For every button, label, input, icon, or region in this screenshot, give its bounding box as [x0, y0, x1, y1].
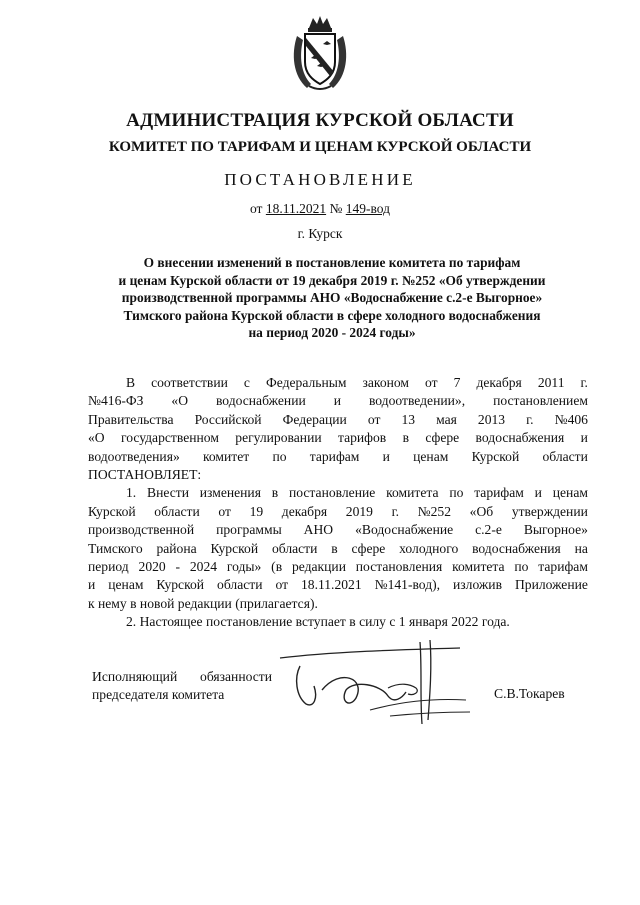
- word: «Водоснабжение: [355, 522, 454, 538]
- position-line-2: председателя комитета: [92, 687, 225, 702]
- word: 19: [249, 503, 264, 519]
- subject-line: и ценам Курской области от 19 декабря 2019 г. №252 «Об утверждении: [118, 272, 546, 288]
- word: соответствии: [151, 375, 228, 390]
- word: 13: [401, 411, 416, 427]
- word: изложив: [453, 577, 502, 593]
- city: г. Курск: [297, 226, 343, 241]
- word: №416-ФЗ: [88, 393, 144, 409]
- word: тарифам: [538, 559, 588, 575]
- word: ценам: [413, 448, 449, 464]
- word: редакции: [291, 559, 346, 575]
- word: от: [218, 503, 231, 519]
- word: Курской: [471, 448, 520, 464]
- item-1-line: [88, 576, 588, 594]
- word: комитета: [386, 485, 439, 501]
- word: Курской: [88, 503, 136, 519]
- subject-line: производственной программы АНО «Водоснабжение с.2-е Выгорное»: [121, 290, 543, 305]
- document-date: 18.11.2021: [265, 201, 327, 216]
- word: годы»: [226, 559, 262, 575]
- word: Приложение: [514, 577, 588, 593]
- word: и: [580, 430, 588, 446]
- word: (в: [271, 559, 283, 575]
- document-subject: [72, 254, 592, 342]
- word: по: [272, 448, 287, 464]
- word: и: [88, 577, 96, 593]
- word: №406: [554, 411, 588, 427]
- signatory-position: [92, 668, 272, 704]
- organization-title: АДМИНИСТРАЦИЯ КУРСКОЙ ОБЛАСТИ: [126, 110, 514, 131]
- date-prefix: от: [249, 201, 266, 216]
- word: 2019: [345, 503, 373, 519]
- word: г.: [526, 411, 534, 427]
- word: №141-вод),: [374, 577, 441, 593]
- word: 18.11.2021: [300, 577, 362, 593]
- word: 2024: [189, 559, 218, 575]
- word: водоснабжения: [472, 540, 561, 556]
- word: Исполняющий: [92, 669, 178, 684]
- word: Тимского: [88, 540, 143, 556]
- word: г.: [391, 503, 400, 519]
- word: Курской: [210, 540, 259, 556]
- word: программы: [216, 522, 282, 538]
- word: и: [382, 448, 390, 464]
- word: обязанности: [200, 669, 272, 684]
- item-1-line: к нему в новой редакции (прилагается).: [88, 595, 318, 611]
- word: регулировании: [235, 430, 322, 446]
- preamble-line: [88, 411, 588, 429]
- word: тарифов: [337, 430, 387, 446]
- word: области: [217, 577, 263, 593]
- document-type: ПОСТАНОВЛЕНИЕ: [224, 170, 416, 189]
- word: водоснабжении: [215, 393, 306, 409]
- word: 7: [453, 375, 461, 390]
- word: производственной: [88, 522, 195, 538]
- resolves-line: ПОСТАНОВЛЯЕТ:: [88, 467, 202, 483]
- word: №252: [417, 503, 452, 519]
- word: в: [331, 540, 338, 556]
- handwritten-signature: [270, 638, 480, 728]
- word: и: [534, 485, 542, 501]
- word: ценам: [552, 485, 588, 501]
- word: с.2-е: [475, 522, 502, 538]
- word: на: [574, 540, 588, 556]
- document-body: [88, 374, 588, 632]
- signatory-name: С.В.Токарев: [494, 686, 565, 701]
- word: Российской: [194, 411, 262, 427]
- word: области: [154, 503, 200, 519]
- word: сфере: [351, 540, 386, 556]
- word: холодного: [399, 540, 459, 556]
- word: ценам: [108, 577, 144, 593]
- word: государственном: [120, 430, 219, 446]
- word: 2013: [477, 411, 506, 427]
- word: декабря: [281, 503, 328, 519]
- word: с: [243, 375, 250, 390]
- word: по: [514, 559, 529, 575]
- word: Курской: [156, 577, 205, 593]
- item-1-line: [88, 558, 588, 576]
- word: в: [271, 485, 279, 501]
- word: от: [425, 375, 438, 390]
- word: от: [367, 411, 381, 427]
- word: по: [449, 485, 464, 501]
- word: тарифам: [309, 448, 360, 464]
- word: законом: [362, 375, 410, 390]
- subject-line: Тимского района Курской области в сфере холодного водоснабжения: [123, 307, 541, 323]
- word: декабря: [476, 375, 522, 390]
- preamble-line: [88, 448, 588, 466]
- subject-line: О внесении изменений в постановление комитета по тарифам: [143, 255, 521, 270]
- word: и: [333, 393, 341, 409]
- word: Выгорное»: [523, 522, 588, 538]
- subject-line: на период 2020 - 2024 годы»: [248, 325, 416, 340]
- word: района: [156, 540, 197, 556]
- word: от: [275, 577, 289, 593]
- word: постановление: [288, 485, 376, 501]
- word: в: [402, 430, 409, 446]
- word: комитета: [452, 559, 505, 575]
- item-1-line: [88, 540, 588, 558]
- preamble-line: [88, 429, 588, 447]
- word: 1.: [126, 485, 137, 501]
- word: Внести: [147, 485, 189, 501]
- word: «Об: [469, 503, 494, 519]
- word: постановления: [355, 559, 443, 575]
- word: постановлением: [493, 393, 588, 409]
- word: г.: [580, 375, 588, 390]
- word: 2020: [138, 559, 166, 575]
- word: водоотведения»: [88, 448, 180, 464]
- word: тарифам: [474, 485, 524, 501]
- word: Федерации: [282, 411, 347, 427]
- word: области: [542, 448, 588, 464]
- word: изменения: [199, 485, 261, 501]
- committee-title: КОМИТЕТ ПО ТАРИФАМ И ЦЕНАМ КУРСКОЙ ОБЛАСТИ: [108, 139, 532, 155]
- position-line-1: [92, 668, 272, 686]
- preamble-line: [88, 374, 588, 392]
- word: Правительства: [88, 411, 174, 427]
- word: период: [88, 559, 129, 575]
- word: -: [175, 559, 181, 575]
- item-1-line: [88, 521, 588, 539]
- document-number: 149-вод: [345, 201, 390, 216]
- word: утверждении: [511, 503, 588, 519]
- word: Федеральным: [265, 375, 347, 390]
- word: области: [271, 540, 318, 556]
- word: мая: [436, 411, 457, 427]
- number-prefix: №: [326, 201, 346, 216]
- word: сфере: [425, 430, 460, 446]
- word: комитет: [202, 448, 250, 464]
- word: «О: [88, 430, 105, 446]
- item-1-line: [88, 503, 588, 521]
- date-number-line: [0, 201, 640, 217]
- word: АНО: [303, 522, 334, 538]
- word: «О: [171, 393, 189, 409]
- word: водоснабжения: [475, 430, 565, 446]
- coat-of-arms-emblem: [289, 14, 351, 92]
- preamble-line: [88, 392, 588, 410]
- word: водоотведении»,: [368, 393, 466, 409]
- item-2-line: 2. Настоящее постановление вступает в силу с 1 января 2022 года.: [126, 614, 510, 630]
- word: 2011: [537, 375, 565, 390]
- item-1-line: [88, 484, 588, 502]
- word: В: [126, 375, 136, 390]
